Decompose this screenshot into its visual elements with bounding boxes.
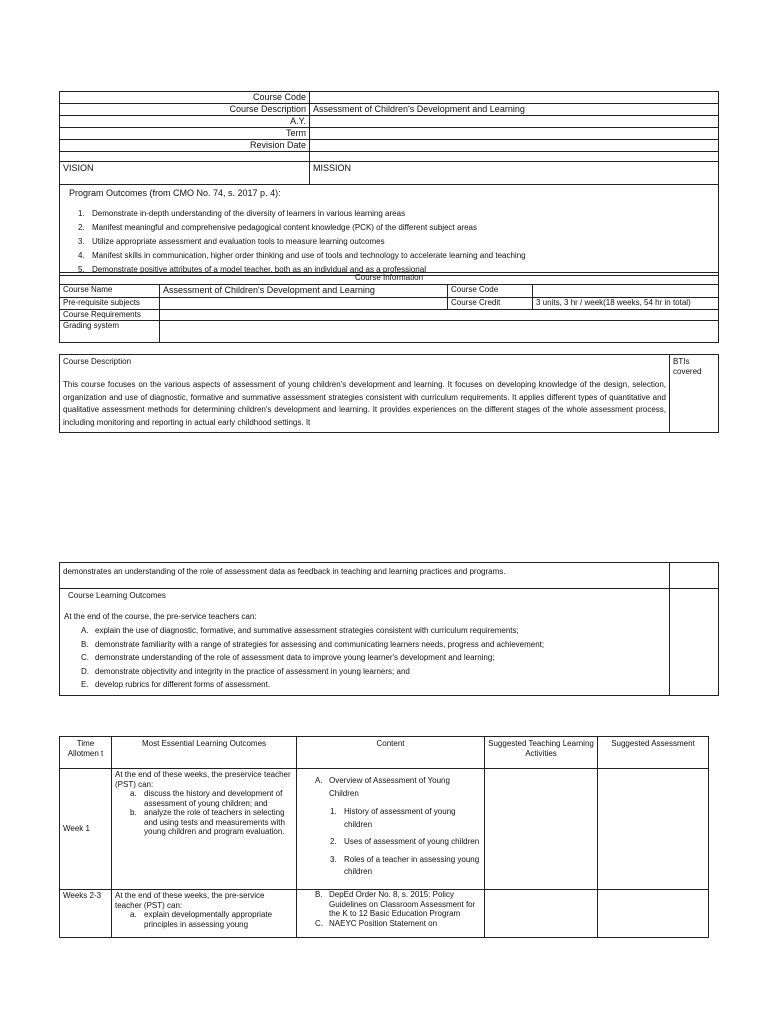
course-credit-value: 3 units, 3 hr / week(18 weeks, 54 hr in total)	[533, 298, 719, 310]
week1-content	[297, 769, 485, 890]
week1-melo-item: b. analyze the role of teachers in selecting and using tests and measurements with young children and program evaluation.	[130, 808, 285, 836]
course-description-heading: Course Description	[63, 357, 132, 366]
week1-subitem: 1. History of assessment of young children	[330, 807, 456, 829]
clo-item: D. demonstrate objectivity and integrity in the practice of assessment in young learners; and	[81, 666, 410, 676]
assessment-header: Suggested Assessment	[598, 737, 709, 769]
prereq-value	[160, 298, 448, 310]
week2-content-item: B. DepEd Order No. 8, s. 2015: Policy Guidelines on Classroom Assessment for the K to 12 Basic Education Program	[315, 890, 476, 918]
program-outcome-item: 1. Demonstrate in-depth understanding of the diversity of learners in various learning areas	[78, 209, 406, 218]
content-header: Content	[297, 737, 485, 769]
week2-content	[297, 890, 485, 938]
program-outcome-item: 2. Manifest meaningful and comprehensive pedagogical content knowledge (PCK) of the different subject areas	[78, 223, 477, 232]
clo-table	[59, 562, 719, 696]
clo-item: E. develop rubrics for different forms of assessment.	[81, 680, 271, 689]
week2-melo-intro: At the end of these weeks, the pre-service teacher (PST) can:	[115, 891, 265, 910]
course-name-value: Assessment of Children's Development and Learning	[160, 285, 448, 298]
course-description-continuation: demonstrates an understanding of the role of assessment data as feedback in teaching and learning practices and programs.	[60, 563, 670, 589]
revision-date-value	[310, 140, 719, 152]
program-outcomes-title: Program Outcomes (from CMO No. 74, s. 2017 p. 4):	[69, 188, 281, 198]
course-description-cell	[60, 355, 670, 433]
week1-melo-intro: At the end of these weeks, the preservice teacher (PST) can:	[115, 770, 291, 789]
program-outcomes	[60, 185, 719, 276]
prereq-label: Pre-requisite subjects	[60, 298, 160, 310]
program-outcome-item: 3. Utilize appropriate assessment and evaluation tools to measure learning outcomes	[78, 237, 385, 246]
course-code-label-2: Course Code	[448, 285, 533, 298]
course-name-label: Course Name	[60, 285, 160, 298]
week1-content-item: A. Overview of Assessment of Young Children 1. History of assessment of young children 2. Uses of assessment of young children 3. Roles of a teacher in assessing young children	[329, 775, 481, 879]
clo-item: A. explain the use of diagnostic, formative, and summative assessment strategies consistent with curriculum requirements;	[81, 626, 519, 635]
course-code-value-2	[533, 285, 719, 298]
clo-intro: At the end of the course, the pre-service teachers can:	[64, 612, 257, 621]
course-credit-label: Course Credit	[448, 298, 533, 310]
course-learning-outcomes	[60, 589, 670, 696]
course-code-label: Course Code	[60, 92, 310, 104]
melo-header: Most Essential Learning Outcomes	[112, 737, 297, 769]
revision-date-label: Revision Date	[60, 140, 310, 152]
week2-content-item: C. NAEYC Position Statement on	[315, 918, 438, 928]
time-allotment-header: Time Allotmen t	[60, 737, 112, 769]
mission-label: MISSION	[310, 162, 719, 185]
clo-item: B. demonstrate familiarity with a range of strategies for assessing and communicating learners needs, progress and achievement;	[81, 639, 545, 649]
ay-label: A.Y.	[60, 116, 310, 128]
week2-melo-item: a. explain developmentally appropriate principles in assessing young	[130, 910, 273, 929]
week1-melo-item: a. discuss the history and development of assessment of young children; and	[130, 789, 283, 808]
course-requirements-value	[160, 310, 719, 321]
program-outcome-item: 4. Manifest skills in communication, higher order thinking and use of tools and technology to accelerate learning and teaching	[78, 251, 526, 260]
grading-system-value	[160, 321, 719, 343]
week1-subitem: 3. Roles of a teacher in assessing young children	[330, 854, 480, 876]
program-outcome-item: 5. Demonstrate positive attributes of a model teacher, both as an individual and as a professional	[78, 265, 426, 274]
clo-item: C. demonstrate understanding of the role of assessment data to improve young learner's development and learning;	[81, 653, 495, 662]
course-info-title: Course Information	[60, 273, 719, 285]
term-label: Term	[60, 128, 310, 140]
week2-melo	[112, 890, 297, 938]
ay-value	[310, 116, 719, 128]
week1-melo	[112, 769, 297, 890]
tla-header: Suggested Teaching Learning Activities	[485, 737, 598, 769]
vision-label: VISION	[60, 162, 310, 185]
course-info-table	[59, 272, 719, 343]
clo-title: Course Learning Outcomes	[68, 591, 166, 600]
course-description-text: This course focuses on the various aspects of assessment of young children's development and learning. It focuses on developing knowledge of the design, selection, organization and use of diagnostic, formative and summative assessment strategies consistent with curriculum requirements. It applies different types of quantitative and qualitative assessment methods for determining children's development and learning. It provides experiences on the different stages of the whole assessment process, including monitoring and reporting in actual early childhood settings. It	[63, 380, 666, 427]
week1-subitem: 2. Uses of assessment of young children	[330, 837, 480, 846]
course-description-value: Assessment of Children's Development and Learning	[310, 104, 719, 116]
grading-system-label: Grading system	[60, 321, 160, 343]
week2-time: Weeks 2-3	[60, 890, 112, 938]
week1-time: Week 1	[60, 769, 112, 890]
course-description-label: Course Description	[60, 104, 310, 116]
course-requirements-label: Course Requirements	[60, 310, 160, 321]
course-header-table	[59, 91, 719, 276]
btis-covered-label: BTIs covered	[670, 355, 719, 433]
course-description-table	[59, 354, 719, 433]
course-plan-table	[59, 736, 709, 938]
term-value	[310, 128, 719, 140]
course-code-value	[310, 92, 719, 104]
